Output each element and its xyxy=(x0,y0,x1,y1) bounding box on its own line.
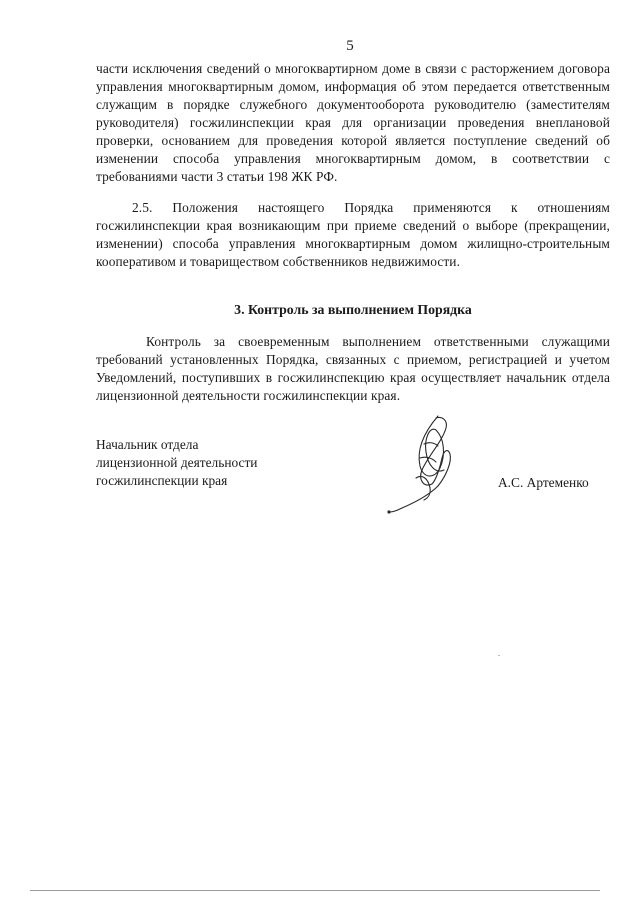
signer-title-line-2: лицензионной деятельности xyxy=(96,455,258,470)
paragraph-continuation: части исключения сведений о многоквартирном доме в связи с расторжением договора управления многоквартирным домом, информация об этом передается ответственным служащим в порядке служебного документооборота руководителю (заместителям руководителя) госжилинспекции края для организации проведения внеплановой проверки, основанием для проведения которой является поступление сведений об изменении способа управления многоквартирным домом, в соответствии с требованиями части 3 статьи 198 ЖК РФ. xyxy=(96,61,610,184)
signer-name: А.С. Артеменко xyxy=(498,475,589,490)
scan-speck xyxy=(498,655,500,656)
signer-title-line-3: госжилинспекции края xyxy=(96,473,228,488)
paragraph-item-2-5: 2.5. Положения настоящего Порядка применяются к отношениям госжилинспекции края возникающим при приеме сведений о выборе (прекращении, изменении) способа управления многоквартирным домом жилищно-строительным кооперативом и товариществом собственников недвижимости. xyxy=(96,200,610,269)
signer-title-line-1: Начальник отдела xyxy=(96,437,199,452)
section-3-text: Контроль за своевременным выполнением ответственными служащими требований установленных Порядка, связанных с приемом, регистрацией и учетом Уведомлений, поступивших в госжилинспекцию края осуществляет начальник отдела лицензионной деятельности госжилинспекции края. xyxy=(96,334,610,403)
signature-title-block xyxy=(96,436,257,490)
handwritten-signature xyxy=(376,408,486,518)
footer-rule xyxy=(30,890,600,891)
page-number: 5 xyxy=(346,38,354,54)
section-3-heading: 3. Контроль за выполнением Порядка xyxy=(234,302,472,317)
